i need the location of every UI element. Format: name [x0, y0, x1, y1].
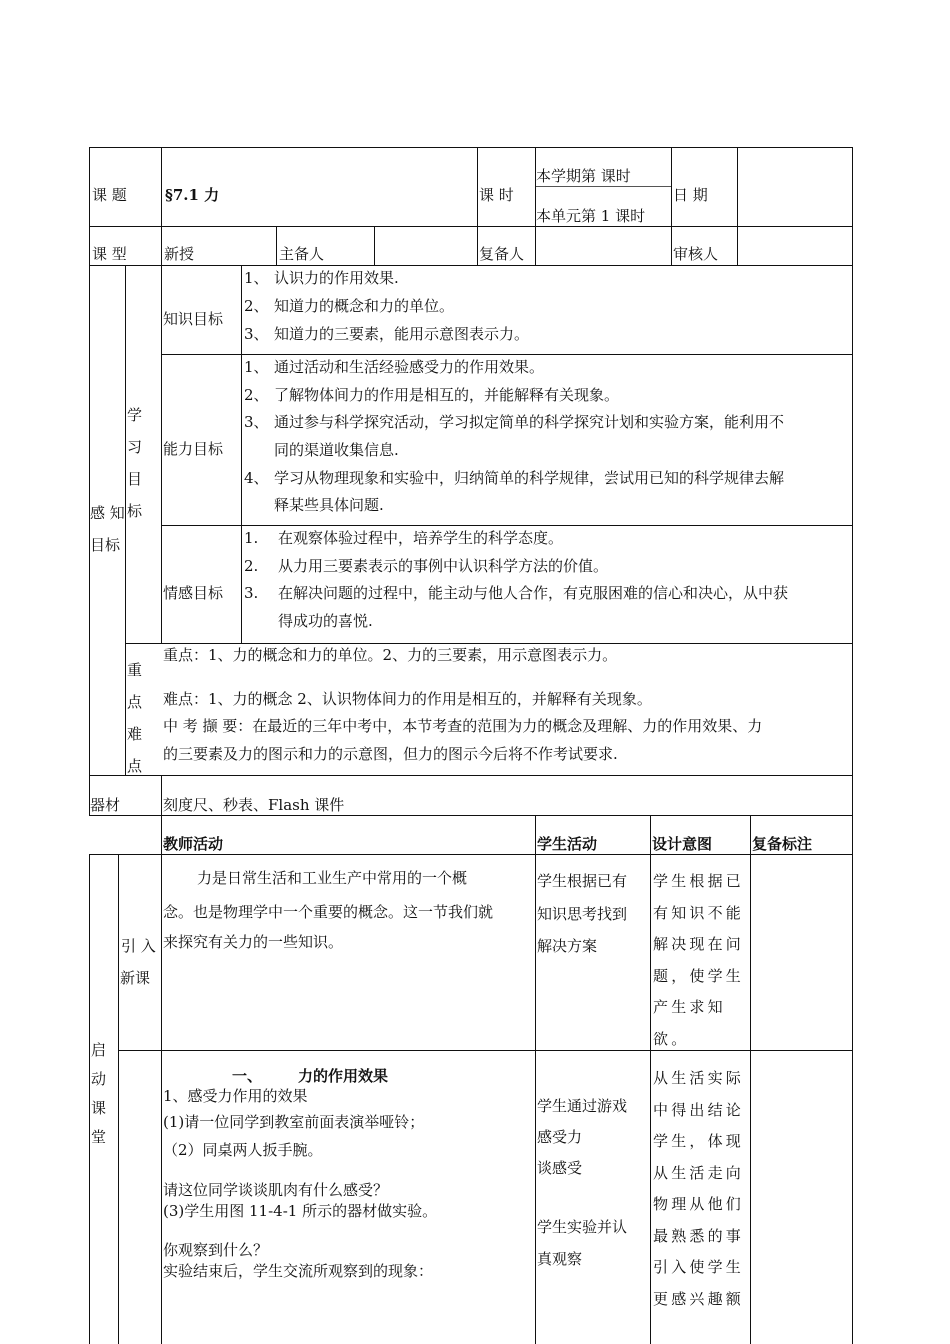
difficulty-text: 难点：1、力的概念 2、认识物体间力的作用是相互的，并解释有关现象。	[163, 690, 652, 708]
list-item-number: 2、	[244, 386, 269, 404]
grid-line	[125, 643, 852, 644]
intro-teacher-line: 念。也是物理学中一个重要的概念。这一节我们就	[163, 903, 494, 921]
grid-line	[535, 186, 671, 187]
grid-line	[737, 147, 738, 266]
grid-line	[374, 226, 375, 266]
grid-line	[161, 147, 162, 266]
period-unit: 本单元第 1 课时	[536, 207, 646, 225]
exam-summary-line-1: 中 考 撷 要：在最近的三年中考中，本节考查的范围为力的概念及理解、力的作用效果、力	[163, 717, 763, 735]
grid-line	[118, 854, 119, 1344]
lesson-type-value: 新授	[164, 245, 195, 263]
list-item: 学习从物理现象和实验中，归纳简单的科学规律，尝试用已知的科学规律去解	[274, 469, 785, 487]
grid-line	[161, 775, 162, 1344]
grid-line	[89, 854, 852, 855]
grid-line	[125, 265, 126, 776]
main-preparer-label: 主备人	[279, 245, 325, 263]
grid-line	[89, 147, 90, 816]
grid-line	[89, 815, 852, 816]
list-item-number: 4、	[244, 469, 269, 487]
effect-student-line: 学生实验并认	[537, 1218, 628, 1236]
exam-summary-line-2: 的三要素及力的图示和力的示意图，但力的图示今后将不作考试要求.	[163, 745, 618, 763]
intro-teacher-line: 力是日常生活和工业生产中常用的一个概	[197, 869, 468, 887]
list-item: 通过参与科学探究活动，学习拟定简单的科学探究计划和实验方案，能利用不	[274, 413, 785, 431]
list-item-number: 2.	[244, 557, 259, 575]
list-item: 了解物体间力的作用是相互的，并能解释有关现象。	[274, 386, 620, 404]
section-heading: 力的作用效果	[298, 1067, 389, 1085]
list-item: 认识力的作用效果.	[274, 269, 399, 287]
effect-teacher-line: (1)请一位同学到教室前面表演举哑铃；	[163, 1113, 425, 1131]
grid-line	[241, 265, 242, 644]
grid-line	[852, 147, 853, 1344]
intro-teacher-line: 来探究有关力的一些知识。	[163, 933, 344, 951]
effect-student-line: 感受力	[537, 1128, 583, 1146]
list-item: 从力用三要素表示的事例中认识科学方法的价值。	[278, 557, 609, 575]
list-item-continuation: 得成功的喜悦.	[278, 612, 373, 630]
materials-value: 刻度尺、秒表、Flash 课件	[163, 796, 345, 814]
effect-teacher-line: (3)学生用图 11-4-1 所示的器材做实验。	[163, 1202, 438, 1220]
grid-line	[161, 265, 162, 644]
list-item: 知道力的概念和力的单位。	[274, 297, 455, 315]
materials-label: 器材	[90, 796, 121, 814]
list-item: 通过活动和生活经验感受力的作用效果。	[274, 358, 545, 376]
list-item-number: 1.	[244, 529, 259, 547]
intro-student-line: 解决方案	[537, 937, 598, 955]
grid-line	[276, 226, 277, 266]
effect-student-line: 谈感受	[537, 1159, 583, 1177]
perception-goals-label-2: 目标	[90, 536, 121, 554]
list-item-continuation: 同的渠道收集信息.	[274, 441, 399, 459]
date-label: 日 期	[673, 186, 708, 204]
effect-teacher-line: 请这位同学谈谈肌肉有什么感受？	[163, 1181, 389, 1199]
reviewer-label: 审核人	[673, 245, 719, 263]
effect-teacher-line: （2）同桌两人扳手腕。	[163, 1141, 323, 1159]
grid-line	[89, 854, 90, 1344]
perception-goals-label: 感 知	[90, 504, 125, 522]
grid-line	[161, 354, 852, 355]
teacher-activity-header: 教师活动	[163, 835, 224, 853]
grid-line	[161, 525, 852, 526]
effect-teacher-line: 你观察到什么？	[163, 1241, 269, 1259]
effect-design-text: 从生活实际中得出结论学生，体现从生活走向物理从他们最熟悉的事引入使学生更感兴趣额	[653, 1069, 745, 1308]
list-item-number: 2、	[244, 297, 269, 315]
list-item: 在解决问题的过程中，能主动与他人合作，有克服困难的信心和决心，从中获	[278, 584, 789, 602]
effect-student-line: 真观察	[537, 1250, 583, 1268]
section-heading-number: 一、	[232, 1067, 263, 1085]
list-item-number: 3、	[244, 413, 269, 431]
launch-class-label: 启 动 课 堂	[91, 1041, 107, 1146]
effect-teacher-line: 实验结束后，学生交流所观察到的现象：	[163, 1262, 434, 1280]
key-points-label: 重 点 难 点	[127, 661, 143, 775]
knowledge-goals-label: 知识目标	[163, 310, 224, 328]
grid-line	[89, 775, 852, 776]
list-item: 知道力的三要素，能用示意图表示力。	[274, 325, 530, 343]
intro-label-line-2: 新课	[120, 969, 151, 987]
topic-value: §7.1 力	[165, 186, 220, 204]
intro-student-line: 知识思考找到	[537, 905, 628, 923]
grid-line	[650, 815, 651, 1344]
lesson-type-label: 课 型	[92, 245, 127, 263]
period-label: 课 时	[479, 186, 514, 204]
student-activity-header: 学生活动	[537, 835, 598, 853]
co-preparer-label: 复备人	[479, 245, 525, 263]
topic-label: 课 题	[92, 186, 127, 204]
grid-line	[535, 815, 536, 1344]
effect-teacher-line: 1、感受力作用的效果	[163, 1087, 308, 1105]
review-notes-header: 复备标注	[752, 835, 813, 853]
intro-design-text: 学生根据已有知识不能解决现在问题，使学生产生求知欲。	[653, 872, 745, 1048]
list-item-continuation: 释某些具体问题.	[274, 496, 384, 514]
list-item-number: 3.	[244, 584, 259, 602]
list-item-number: 1、	[244, 269, 269, 287]
grid-line	[477, 147, 478, 266]
grid-line	[671, 147, 672, 266]
key-point-text: 重点：1、力的概念和力的单位。2、力的三要素，用示意图表示力。	[163, 646, 618, 664]
list-item: 在观察体验过程中，培养学生的科学态度。	[278, 529, 564, 547]
design-intent-header: 设计意图	[652, 835, 713, 853]
effect-student-line: 学生通过游戏	[537, 1097, 628, 1115]
emotion-goals-label: 情感目标	[163, 584, 224, 602]
period-semester: 本学期第 课时	[536, 167, 631, 185]
study-goals-label: 学 习 目 标	[127, 406, 143, 520]
intro-label-line-1: 引 入	[121, 937, 156, 955]
intro-student-line: 学生根据已有	[537, 872, 628, 890]
list-item-number: 1、	[244, 358, 269, 376]
ability-goals-label: 能力目标	[163, 440, 224, 458]
list-item-number: 3、	[244, 325, 269, 343]
